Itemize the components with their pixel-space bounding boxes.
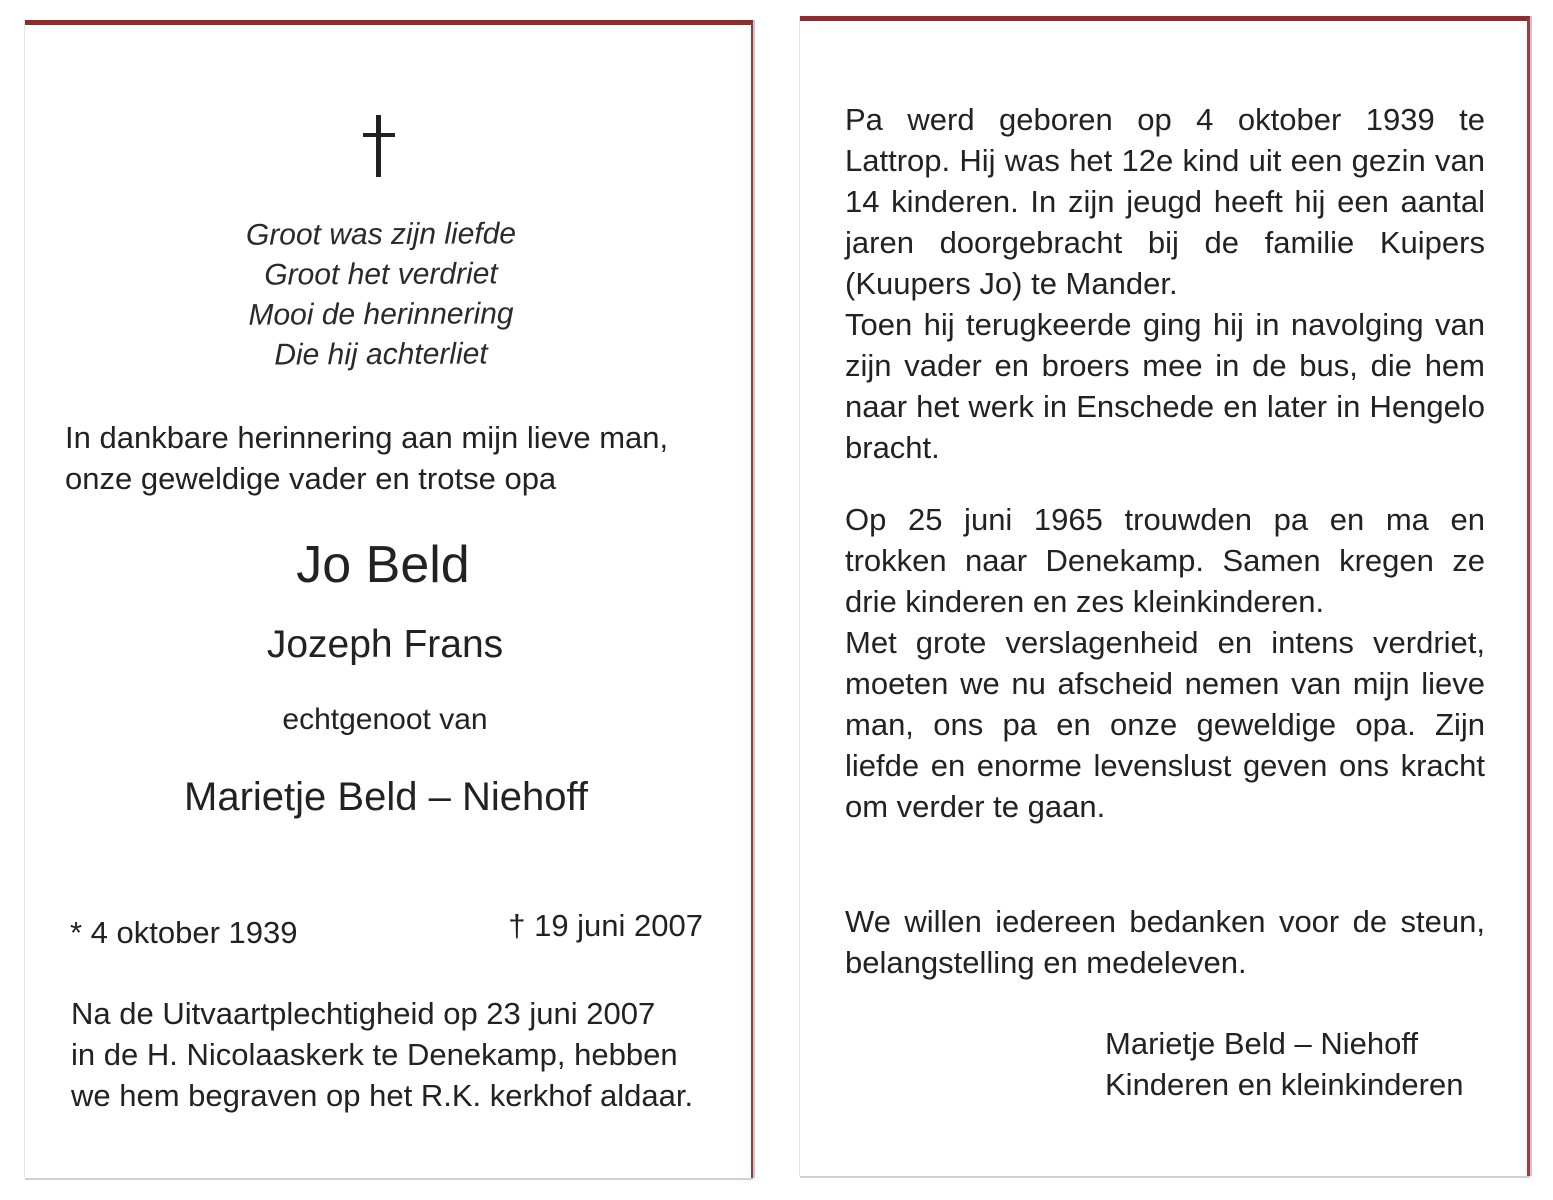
funeral-line: in de H. Nicolaaskerk te Denekamp, hebben	[71, 1037, 678, 1072]
family-section	[845, 499, 1485, 827]
deceased-name: Jo Beld	[296, 536, 470, 594]
biography-section	[845, 99, 1485, 468]
memorial-card-left	[25, 20, 753, 1178]
birth-date: * 4 oktober 1939	[70, 915, 298, 950]
funeral-text	[71, 993, 731, 1116]
poem-line: Groot het verdriet	[264, 257, 498, 292]
poem-line: Groot was zijn liefde	[245, 217, 517, 252]
intro-text	[65, 417, 725, 499]
biography-paragraph: Pa werd geboren op 4 oktober 1939 te Lattrop. Hij was het 12e kind uit een gezin van 14 kinderen. In zijn jeugd heeft hij een aantal jaren doorgebracht bij de familie Kuipers (Kuupers Jo) te Mander.	[845, 102, 1485, 301]
funeral-line: Na de Uitvaartplechtigheid op 23 juni 2007	[71, 996, 656, 1031]
cross-icon	[363, 115, 395, 177]
farewell-paragraph: Met grote verslagenheid en intens verdriet, moeten we nu afscheid nemen van mijn lieve man, ons pa en onze geweldige opa. Zijn liefde en enorme levenslust geven ons kracht om verder te gaan.	[845, 625, 1485, 824]
death-date: † 19 juni 2007	[508, 908, 703, 943]
signature	[1105, 1023, 1463, 1105]
signature-line: Marietje Beld – Niehoff	[1105, 1026, 1419, 1061]
spouse-name: Marietje Beld – Niehoff	[184, 775, 588, 819]
memorial-card-right	[800, 16, 1530, 1176]
biography-paragraph: Toen hij terugkeerde ging hij in navolging van zijn vader en broers mee in de bus, die hem naar het werk in Enschede en later in Hengelo bracht.	[845, 307, 1485, 465]
thanks-section	[845, 901, 1485, 983]
spouse-of-label: echtgenoot van	[282, 703, 488, 736]
deceased-full-name: Jozeph Frans	[266, 623, 504, 666]
intro-line: In dankbare herinnering aan mijn lieve man,	[65, 420, 669, 455]
funeral-line: we hem begraven op het R.K. kerkhof aldaar.	[71, 1078, 694, 1113]
poem-line: Die hij achterliet	[274, 337, 488, 372]
family-paragraph: Op 25 juni 1965 trouwden pa en ma en trokken naar Denekamp. Samen kregen ze drie kinderen en zes kleinkinderen.	[845, 502, 1485, 619]
poem	[25, 215, 737, 375]
thanks-paragraph: We willen iedereen bedanken voor de steun, belangstelling en medeleven.	[845, 904, 1485, 980]
signature-line: Kinderen en kleinkinderen	[1105, 1067, 1464, 1102]
intro-line: onze geweldige vader en trotse opa	[65, 461, 557, 496]
poem-line: Mooi de herinnering	[248, 297, 514, 332]
